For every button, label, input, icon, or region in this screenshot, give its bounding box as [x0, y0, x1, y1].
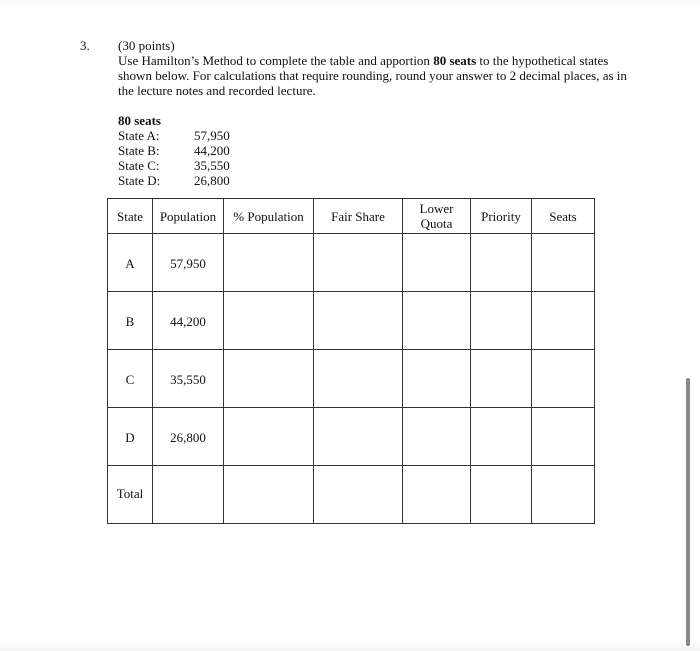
cell-total-population[interactable] — [153, 466, 224, 524]
table-row — [108, 234, 595, 292]
state-summary-row — [118, 128, 254, 143]
state-summary-row — [118, 173, 254, 188]
state-population: 35,550 — [194, 158, 230, 173]
seats-title: 80 seats — [118, 113, 161, 128]
cell-seats[interactable] — [532, 350, 595, 408]
state-label: State D: — [118, 173, 161, 188]
table-total-row — [108, 466, 595, 524]
header-lower-quota-line2: Quota — [420, 216, 453, 231]
table-row — [108, 292, 595, 350]
cell-lower-quota[interactable] — [403, 350, 471, 408]
header-fair-share: Fair Share — [314, 199, 403, 234]
cell-total-label: Total — [108, 466, 153, 524]
cell-population: 44,200 — [153, 292, 224, 350]
cell-fair-share[interactable] — [314, 408, 403, 466]
header-state: State — [108, 199, 153, 234]
instructions-text-2: to the hypothetical states shown below. For calculations that require rounding, round your answer to 2 decimal places, as in the lecture notes and recorded lecture. — [118, 53, 627, 98]
cell-total-lower-quota[interactable] — [403, 466, 471, 524]
state-label: State C: — [118, 158, 160, 173]
instructions-text-1: Use Hamilton’s Method to complete the table and apportion — [118, 53, 434, 68]
table-row — [108, 350, 595, 408]
state-summary-row — [118, 158, 254, 173]
cell-seats[interactable] — [532, 234, 595, 292]
table-row — [108, 408, 595, 466]
header-lower-quota — [403, 199, 471, 234]
state-label: State A: — [118, 128, 160, 143]
state-population: 44,200 — [194, 143, 230, 158]
cell-percent-population[interactable] — [224, 408, 314, 466]
cell-lower-quota[interactable] — [403, 408, 471, 466]
cell-percent-population[interactable] — [224, 350, 314, 408]
cell-state: B — [108, 292, 153, 350]
header-lower-quota-line1: Lower — [419, 201, 454, 216]
cell-population: 35,550 — [153, 350, 224, 408]
cell-fair-share[interactable] — [314, 292, 403, 350]
cell-percent-population[interactable] — [224, 234, 314, 292]
apportionment-table — [107, 198, 595, 524]
cell-percent-population[interactable] — [224, 292, 314, 350]
question-points: (30 points) — [118, 38, 175, 53]
cell-fair-share[interactable] — [314, 234, 403, 292]
table-header-row — [108, 199, 595, 234]
cell-total-seats[interactable] — [532, 466, 595, 524]
cell-state: C — [108, 350, 153, 408]
cell-population: 57,950 — [153, 234, 224, 292]
question-instructions — [118, 53, 638, 98]
cell-population: 26,800 — [153, 408, 224, 466]
vertical-scrollbar[interactable] — [686, 378, 690, 646]
header-seats: Seats — [532, 199, 595, 234]
cell-total-percent[interactable] — [224, 466, 314, 524]
state-population: 26,800 — [194, 173, 230, 188]
cell-priority[interactable] — [471, 408, 532, 466]
cell-total-fair-share[interactable] — [314, 466, 403, 524]
cell-fair-share[interactable] — [314, 350, 403, 408]
seats-summary — [118, 113, 254, 188]
question-number: 3. — [80, 38, 90, 53]
cell-priority[interactable] — [471, 234, 532, 292]
cell-state: D — [108, 408, 153, 466]
cell-total-priority[interactable] — [471, 466, 532, 524]
cell-seats[interactable] — [532, 292, 595, 350]
state-summary-row — [118, 143, 254, 158]
cell-seats[interactable] — [532, 408, 595, 466]
header-percent-population: % Population — [224, 199, 314, 234]
state-population: 57,950 — [194, 128, 230, 143]
cell-lower-quota[interactable] — [403, 292, 471, 350]
instructions-bold-seats: 80 seats — [433, 53, 477, 68]
header-priority: Priority — [471, 199, 532, 234]
cell-priority[interactable] — [471, 292, 532, 350]
question-body — [118, 38, 638, 98]
state-label: State B: — [118, 143, 160, 158]
header-population: Population — [153, 199, 224, 234]
cell-priority[interactable] — [471, 350, 532, 408]
cell-state: A — [108, 234, 153, 292]
cell-lower-quota[interactable] — [403, 234, 471, 292]
